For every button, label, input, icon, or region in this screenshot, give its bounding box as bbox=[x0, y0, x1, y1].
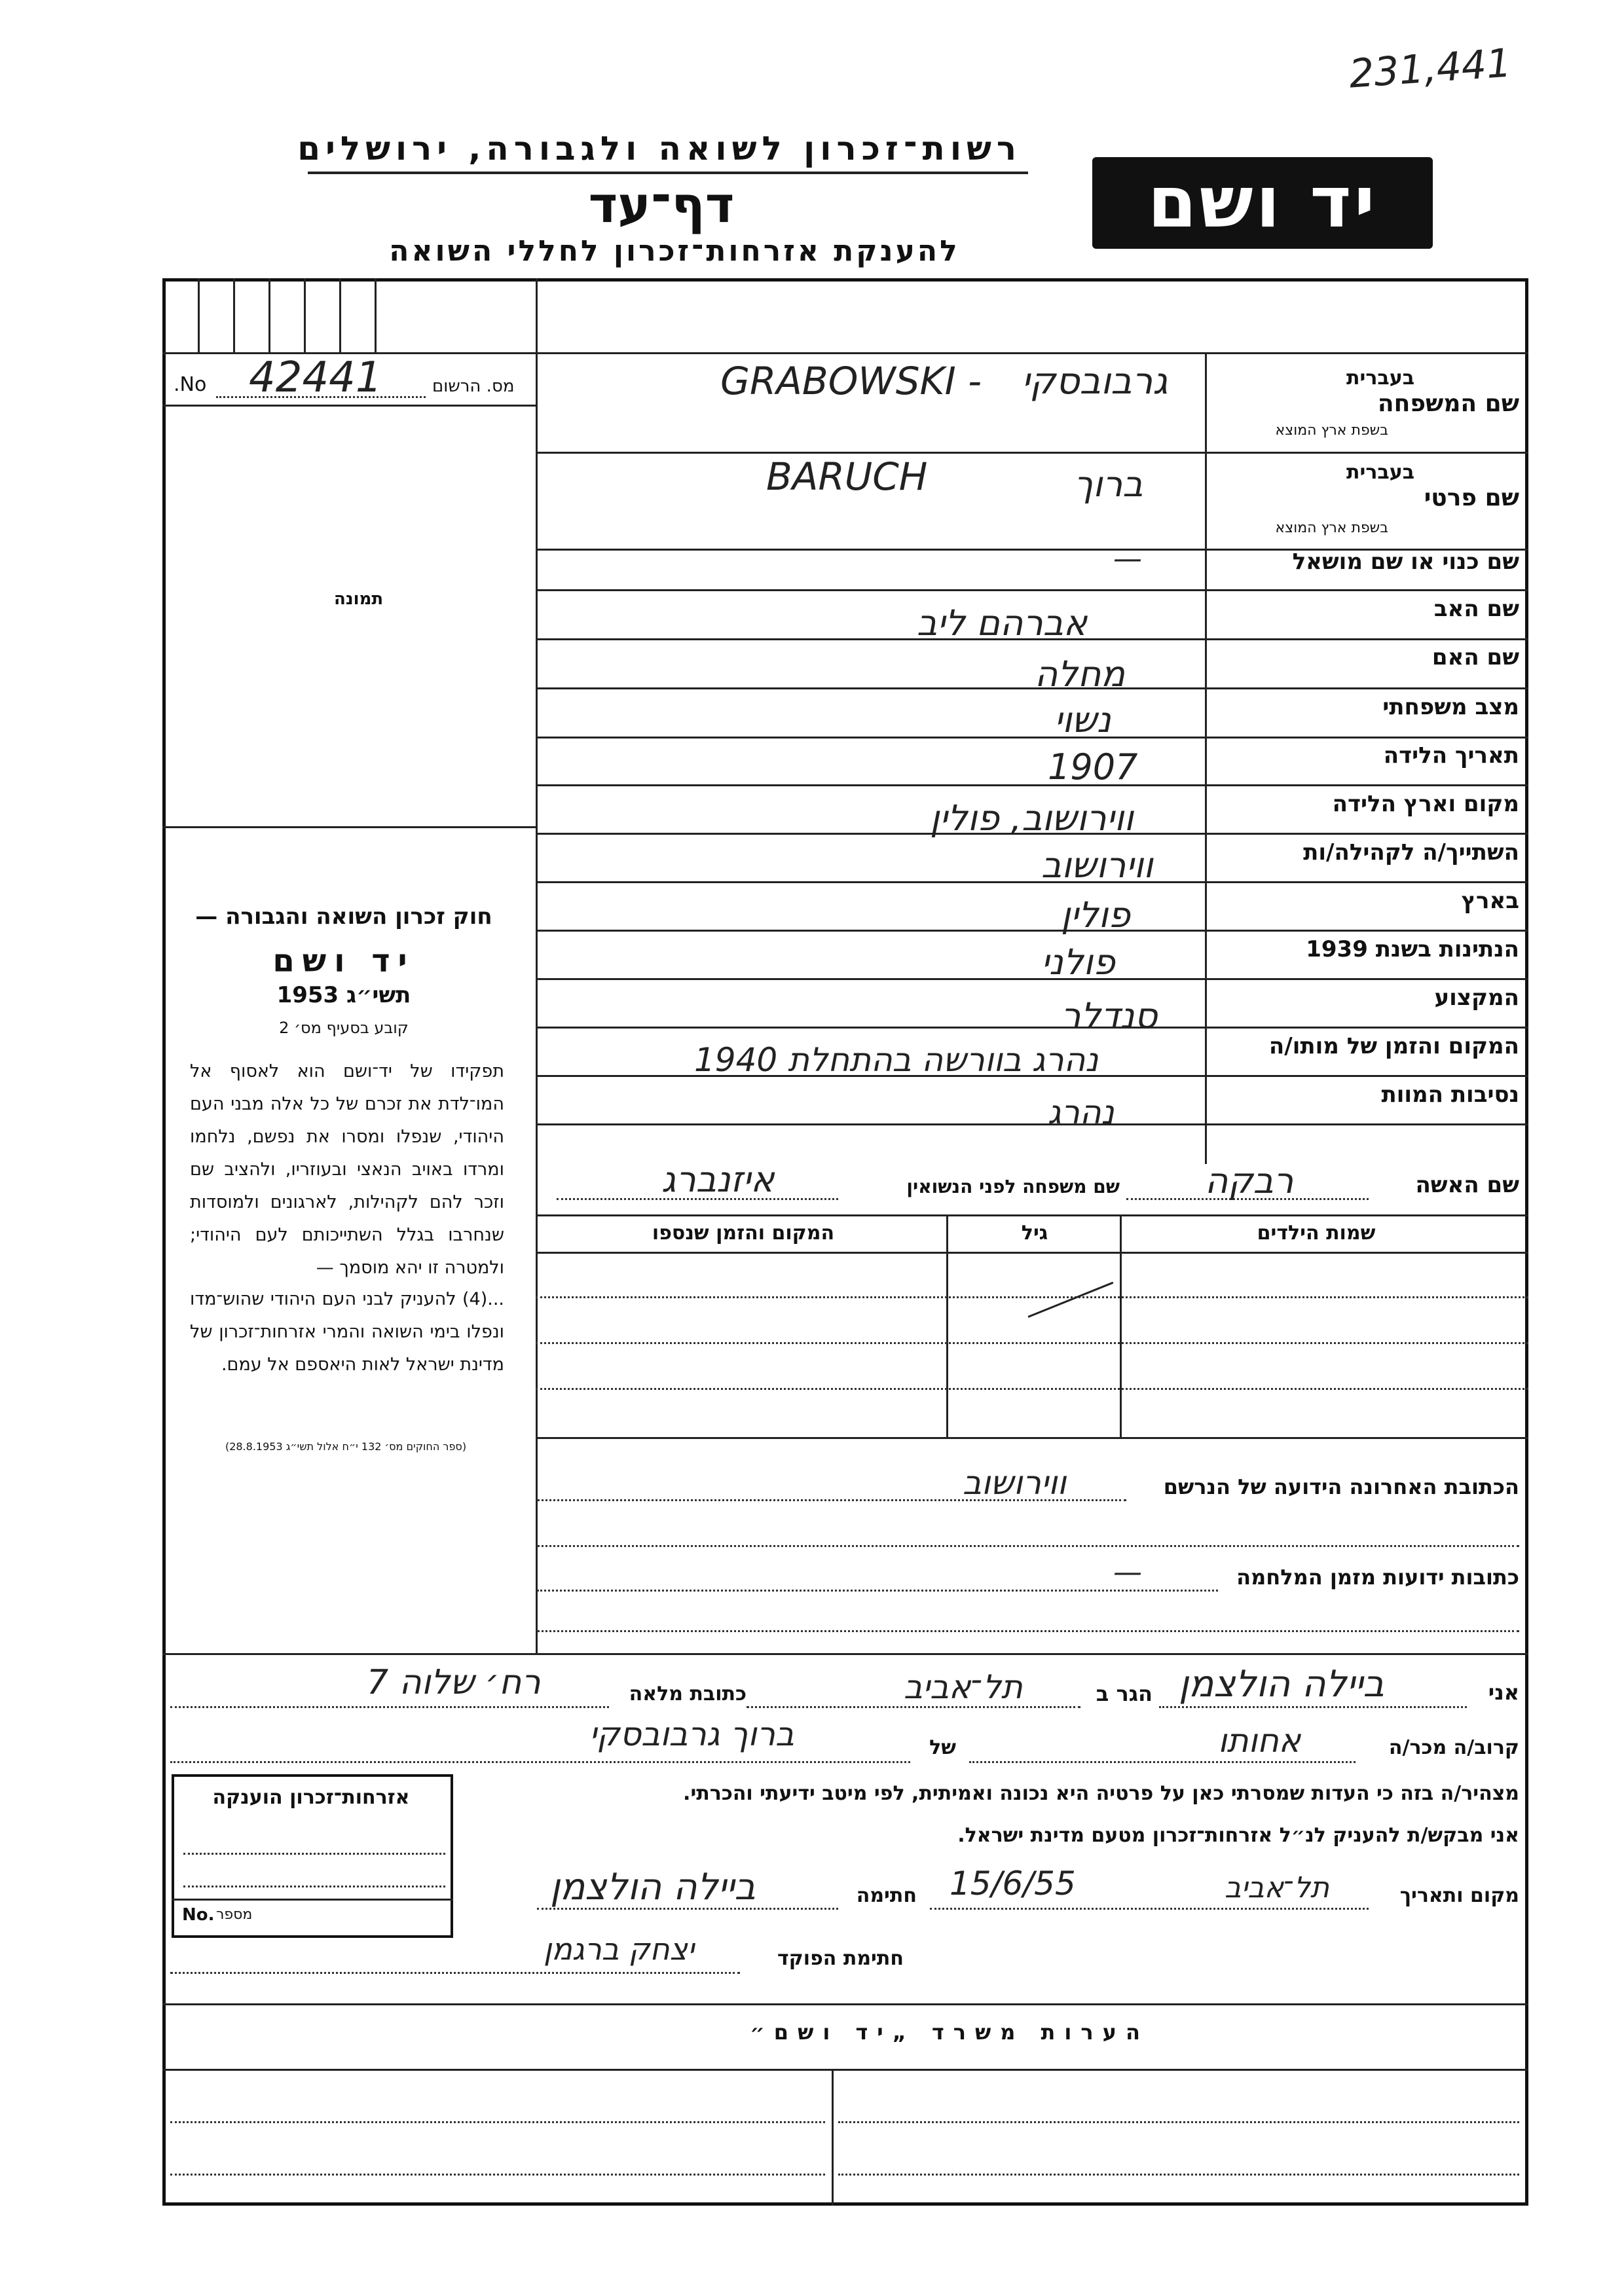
citizenship-number-label-he: מספר bbox=[216, 1906, 253, 1923]
citizenship-1939-value: פולני bbox=[1041, 941, 1115, 983]
relation-of-name: ברוך גרבובסקי bbox=[589, 1715, 794, 1753]
family-name-hebrew-label: בעברית bbox=[1346, 367, 1414, 390]
family-name-label: שם המשפחה bbox=[1377, 390, 1519, 417]
registration-number: 42441 bbox=[249, 354, 382, 402]
relation-value: אחותו bbox=[1218, 1722, 1301, 1760]
marital-status-value: נשוי bbox=[1054, 699, 1111, 740]
father-label: שם האב bbox=[1433, 596, 1519, 622]
family-name-origin-value: GRABOWSKI - bbox=[720, 359, 982, 403]
declarant-address-label: כתובת מלאה bbox=[629, 1683, 747, 1705]
first-name-origin-label: בשפת ארץ המוצא bbox=[1275, 520, 1388, 536]
father-value: אברהם ליב bbox=[917, 602, 1088, 644]
archive-number: 231,441 bbox=[1347, 40, 1513, 98]
profession-label: המקצוע bbox=[1434, 985, 1519, 1011]
mother-label: שם האם bbox=[1431, 644, 1519, 670]
first-name-hebrew-value: ברוך bbox=[1074, 464, 1143, 505]
wartime-address-value: — bbox=[1113, 1556, 1142, 1589]
first-name-label: שם פרטי bbox=[1424, 484, 1519, 511]
law-paragraph-1: תפקידו של יד־ושם הוא לאסוף אל המו־לדת את זכרם של כל אלה מבני העם היהודי, שנפלו ומסרו את נפשם, נלחמו ומרדו באויב הנאצי ובעוזריו, ולהציב שם וזכר להם לקהילות, לארגונים ולמוסדות שנחרבו בגלל השתייכותם לעם היהודי; ולמטרה זו יהא מוסמך — bbox=[190, 1061, 504, 1278]
birth-place-label: מקום וארץ הלידה bbox=[1332, 791, 1519, 817]
wife-label: שם האשה bbox=[1415, 1172, 1519, 1198]
law-year: תשי״ג 1953 bbox=[276, 982, 411, 1008]
yad-vashem-logo bbox=[1092, 157, 1433, 249]
signature-label: חתימה bbox=[856, 1884, 917, 1907]
community-value: ווירושוב bbox=[1041, 845, 1153, 886]
citizenship-1939-label: הנתינות בשנת 1939 bbox=[1306, 936, 1519, 962]
declarant-resides-label: הגר ב bbox=[1096, 1681, 1153, 1706]
declaration-place: תל־אביב bbox=[1225, 1871, 1329, 1904]
children-header-names: שמות הילדים bbox=[1257, 1222, 1376, 1245]
death-place-time-label: המקום והזמן של מותו/ה bbox=[1268, 1033, 1519, 1059]
photo-label: תמונה bbox=[334, 589, 384, 609]
office-notes-title: הערות משרד „יד ושם״ bbox=[750, 2020, 1149, 2045]
death-circumstances-label: נסיבות המוות bbox=[1381, 1082, 1519, 1108]
declarant-city: תל־אביב bbox=[904, 1668, 1023, 1706]
birth-place-value: ווירושוב, פולין bbox=[930, 797, 1134, 839]
death-place-time-value: נהרג בוורשה בהתחלת 1940 bbox=[694, 1041, 1099, 1079]
wife-value: רבקה bbox=[1205, 1160, 1294, 1201]
declaration-date: 15/6/55 bbox=[950, 1865, 1076, 1903]
last-address-label: הכתובת האחרונה הידועה של הנרשם bbox=[1163, 1474, 1519, 1499]
declarant-i-label: אני bbox=[1488, 1680, 1519, 1705]
children-header-age: גיל bbox=[1021, 1222, 1048, 1245]
wife-maiden-value: איזנברג bbox=[661, 1159, 775, 1200]
officer-signature: יצחק ברגמן bbox=[544, 1931, 695, 1967]
declarant-address: רח׳ שלוה 7 bbox=[367, 1663, 541, 1702]
marital-status-label: מצב משפחתי bbox=[1382, 694, 1519, 720]
birth-date-label: תאריך הלידה bbox=[1383, 742, 1519, 769]
first-name-origin-value: BARUCH bbox=[766, 454, 928, 499]
place-date-label: מקום ותאריך bbox=[1399, 1884, 1519, 1907]
country-label: בארץ bbox=[1461, 888, 1519, 914]
registration-label-he: מס. הרשום bbox=[432, 376, 515, 396]
last-address-value: ווירושוב bbox=[963, 1464, 1067, 1502]
law-clause: קובע בסעיף מס׳ 2 bbox=[279, 1019, 409, 1037]
declarant-signature: ביילה הולצמן bbox=[550, 1866, 756, 1908]
death-circumstances-value: נהרג bbox=[1048, 1093, 1115, 1131]
statement-1: מצהיר/ה בזה כי העדות שמסרתי כאן על פרטיה היא נכונה ואמיתית, לפי מיטב ידיעתי והכרתי. bbox=[683, 1782, 1519, 1805]
registration-label-en: No. bbox=[174, 373, 207, 396]
form-subtitle: להענקת אזרחות־זכרון לחללי השואה bbox=[389, 234, 960, 268]
profession-value: סנדלר bbox=[1061, 995, 1158, 1036]
logo-text: יד ושם bbox=[1147, 162, 1378, 244]
community-label: השתייך/ה לקהילה/ות bbox=[1303, 839, 1519, 866]
family-name-hebrew-value: גרבובסקי bbox=[1022, 360, 1168, 403]
law-paragraph-2: ...(4) להעניק לבני העם היהודי שהוש־מדו ונפלו בימי השואה והמרי אזרחות־זכרון של מדינת ישראל לאות היאספם אל עמם. bbox=[190, 1289, 504, 1375]
authority-title: רשות־זכרון לשואה ולגבורה, ירושלים bbox=[297, 130, 1022, 168]
birth-date-value: 1907 bbox=[1048, 746, 1138, 788]
wartime-address-label: כתובות ידועות מזמן המלחמה bbox=[1236, 1565, 1519, 1590]
declarant-name: ביילה הולצמן bbox=[1179, 1663, 1384, 1705]
law-name: יד ושם bbox=[272, 943, 415, 979]
wife-maiden-label: שם משפחה לפני הנשואין bbox=[906, 1176, 1120, 1197]
form-title: דף־עד bbox=[588, 175, 735, 234]
law-title: חוק זכרון השואה והגבורה — bbox=[195, 903, 492, 930]
mother-value: מחלה bbox=[1035, 653, 1125, 695]
country-value: פולין bbox=[1061, 894, 1130, 936]
relation-of-label: של bbox=[929, 1736, 956, 1759]
nickname-label: שם כנוי או שם מושאל bbox=[1292, 549, 1519, 575]
children-header-place: המקום והזמן שנספו bbox=[652, 1222, 835, 1245]
authority-underline bbox=[308, 172, 1028, 174]
law-citation: (ספר החוקים מס׳ 132 י״ח אלול תשי״ג 28.8.1953) bbox=[225, 1440, 467, 1453]
first-name-hebrew-label: בעברית bbox=[1346, 461, 1414, 484]
statement-2: אני מבקש/ת להעניק לנ״ל אזרחות־זכרון מטעם מדינת ישראל. bbox=[957, 1824, 1519, 1847]
officer-signature-label: חתימת הפוקד bbox=[777, 1947, 904, 1970]
citizenship-granted-title: אזרחות־זכרון הוענקה bbox=[212, 1786, 410, 1809]
family-name-origin-label: בשפת ארץ המוצא bbox=[1275, 422, 1388, 439]
citizenship-number-label-en: No. bbox=[182, 1905, 215, 1925]
relation-label: קרוב/ה מכר/ה bbox=[1388, 1736, 1519, 1759]
nickname-value: — bbox=[1113, 542, 1142, 575]
